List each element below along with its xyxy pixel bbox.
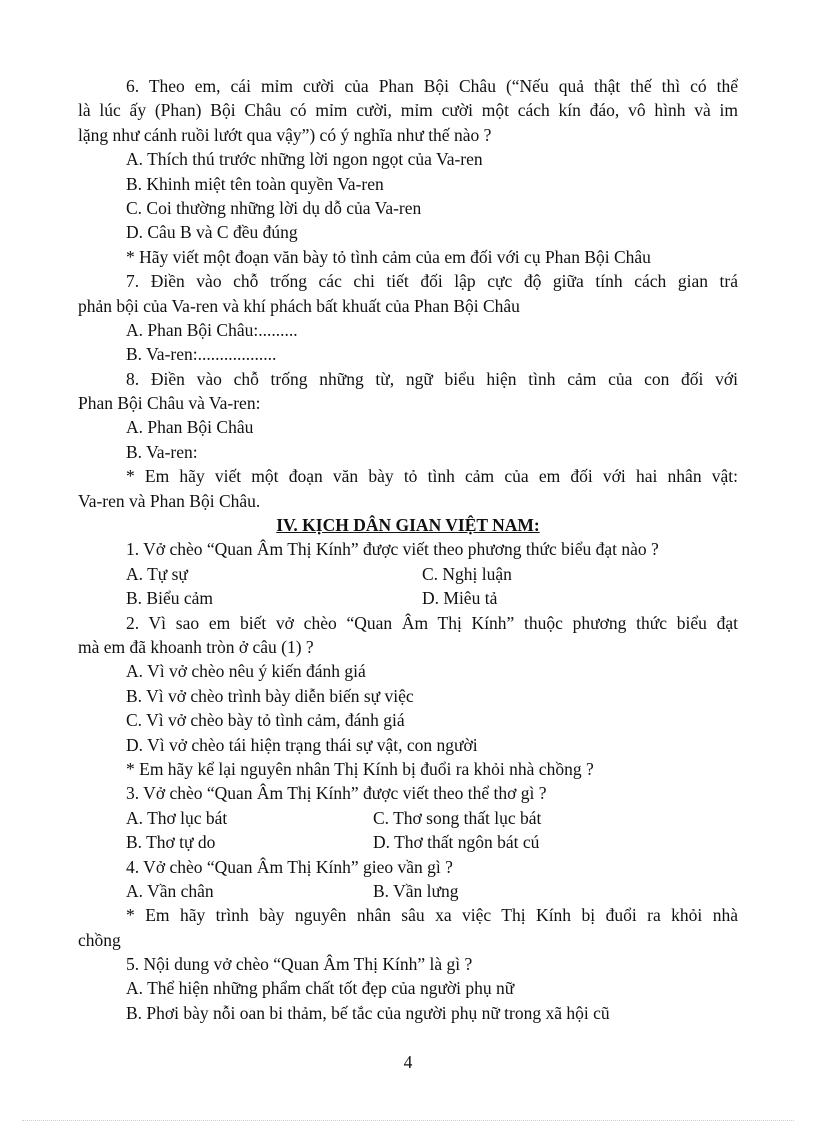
section4-question-2-line-2: mà em đã khoanh tròn ở câu (1) ? [78,636,314,657]
option-b: B. Thơ tự do [126,832,216,853]
question-6-line-1: 6. Theo em, cái mỉm cười của Phan Bội Châu (“Nếu quả thật thế thì có thể [126,76,738,96]
section4-question-3-options-row-1 [78,806,738,830]
question-7-option-a: A. Phan Bội Châu:......... [126,319,298,340]
section4-question-2-option-a: A. Vì vở chèo nêu ý kiến đánh giá [126,661,366,682]
question-8-task-line-1: * Em hãy viết một đoạn văn bày tỏ tình cảm của em đối với hai nhân vật: [126,466,738,487]
section4-question-2-option-c: C. Vì vở chèo bày tỏ tình cảm, đánh giá [126,710,405,731]
question-6-line-3: lặng như cánh ruồi lướt qua vậy”) có ý nghĩa như thế nào ? [78,124,492,145]
section4-question-2 [78,611,738,782]
question-7-line-2: phản bội của Va-ren và khí phách bất khuất của Phan Bội Châu [78,295,520,316]
section4-question-4-task-line-1: * Em hãy trình bày nguyên nhân sâu xa việc Thị Kính bị đuổi ra khỏi nhà [126,905,738,926]
section4-question-4 [78,855,738,953]
question-6-line-2: là lúc ấy (Phan) Bội Châu có mỉm cười, mỉm cười một cách kín đáo, vô hình và im [78,100,738,121]
option-a: A. Tự sự [126,563,188,584]
section4-question-3-text: 3. Vở chèo “Quan Âm Thị Kính” được viết theo thể thơ gì ? [126,783,547,804]
section-heading: IV. KỊCH DÂN GIAN VIỆT NAM: [276,515,540,536]
question-8-line-1: 8. Điền vào chỗ trống những từ, ngữ biểu hiện tình cảm của con đối với [126,368,738,389]
section4-question-4-options-row-1 [78,879,738,903]
question-8-option-a: A. Phan Bội Châu [126,417,254,438]
question-8-task-line-2: Va-ren và Phan Bội Châu. [78,490,261,511]
question-8 [78,367,738,513]
page-number: 4 [403,1052,413,1072]
option-a: A. Thơ lục bát [126,807,228,828]
question-6-option-b: B. Khinh miệt tên toàn quyền Va-ren [126,173,384,194]
section4-question-2-line-1: 2. Vì sao em biết vở chèo “Quan Âm Thị Kính” thuộc phương thức biểu đạt [126,612,738,633]
question-6-option-d: D. Câu B và C đều đúng [126,222,298,243]
question-6-option-c: C. Coi thường những lời dụ dỗ của Va-ren [126,197,422,218]
section4-question-2-task: * Em hãy kể lại nguyên nhân Thị Kính bị đuổi ra khỏi nhà chồng ? [126,758,594,779]
question-7-line-1: 7. Điền vào chỗ trống các chi tiết đối lập cực độ giữa tính cách gian trá [126,271,738,292]
question-6-option-a: A. Thích thú trước những lời ngon ngọt của Va-ren [126,149,483,170]
section4-question-5-text: 5. Nội dung vở chèo “Quan Âm Thị Kính” là gì ? [126,954,473,975]
question-6-writing-task: * Hãy viết một đoạn văn bày tỏ tình cảm của em đối với cụ Phan Bội Châu [126,246,651,267]
section4-question-1-options-row-2 [78,586,738,610]
question-8-option-b: B. Va-ren: [126,441,198,462]
section4-question-2-option-d: D. Vì vở chèo tái hiện trạng thái sự vật, con người [126,734,478,755]
section4-question-5-option-b: B. Phơi bày nỗi oan bi thảm, bế tắc của người phụ nữ trong xã hội cũ [126,1002,610,1023]
option-b: B. Vần lưng [373,880,459,901]
option-c: C. Thơ song thất lục bát [373,807,542,828]
option-d: D. Miêu tả [422,588,498,609]
question-8-line-2: Phan Bội Châu và Va-ren: [78,393,261,414]
section4-question-5 [78,952,738,1025]
option-c: C. Nghị luận [422,563,512,584]
option-b: B. Biểu cảm [126,588,213,609]
option-a: A. Vần chân [126,880,214,901]
option-d: D. Thơ thất ngôn bát cú [373,832,540,853]
section4-question-1-options-row-1 [78,562,738,586]
section4-question-5-option-a: A. Thể hiện những phẩm chất tốt đẹp của người phụ nữ [126,978,515,999]
footer-divider [22,1120,794,1121]
section4-question-1 [78,537,738,610]
section4-question-4-text: 4. Vở chèo “Quan Âm Thị Kính” gieo vần gì ? [126,856,453,877]
section4-question-3-options-row-2 [78,830,738,854]
question-7-option-b: B. Va-ren:.................. [126,344,277,365]
section4-question-1-text: 1. Vở chèo “Quan Âm Thị Kính” được viết theo phương thức biểu đạt nào ? [126,539,659,560]
question-6 [78,74,738,269]
question-7 [78,269,738,367]
section4-question-2-option-b: B. Vì vở chèo trình bày diễn biến sự việc [126,685,414,706]
section4-question-4-task-line-2: chồng [78,929,121,950]
section4-question-3 [78,781,738,854]
document-page [78,74,738,1025]
